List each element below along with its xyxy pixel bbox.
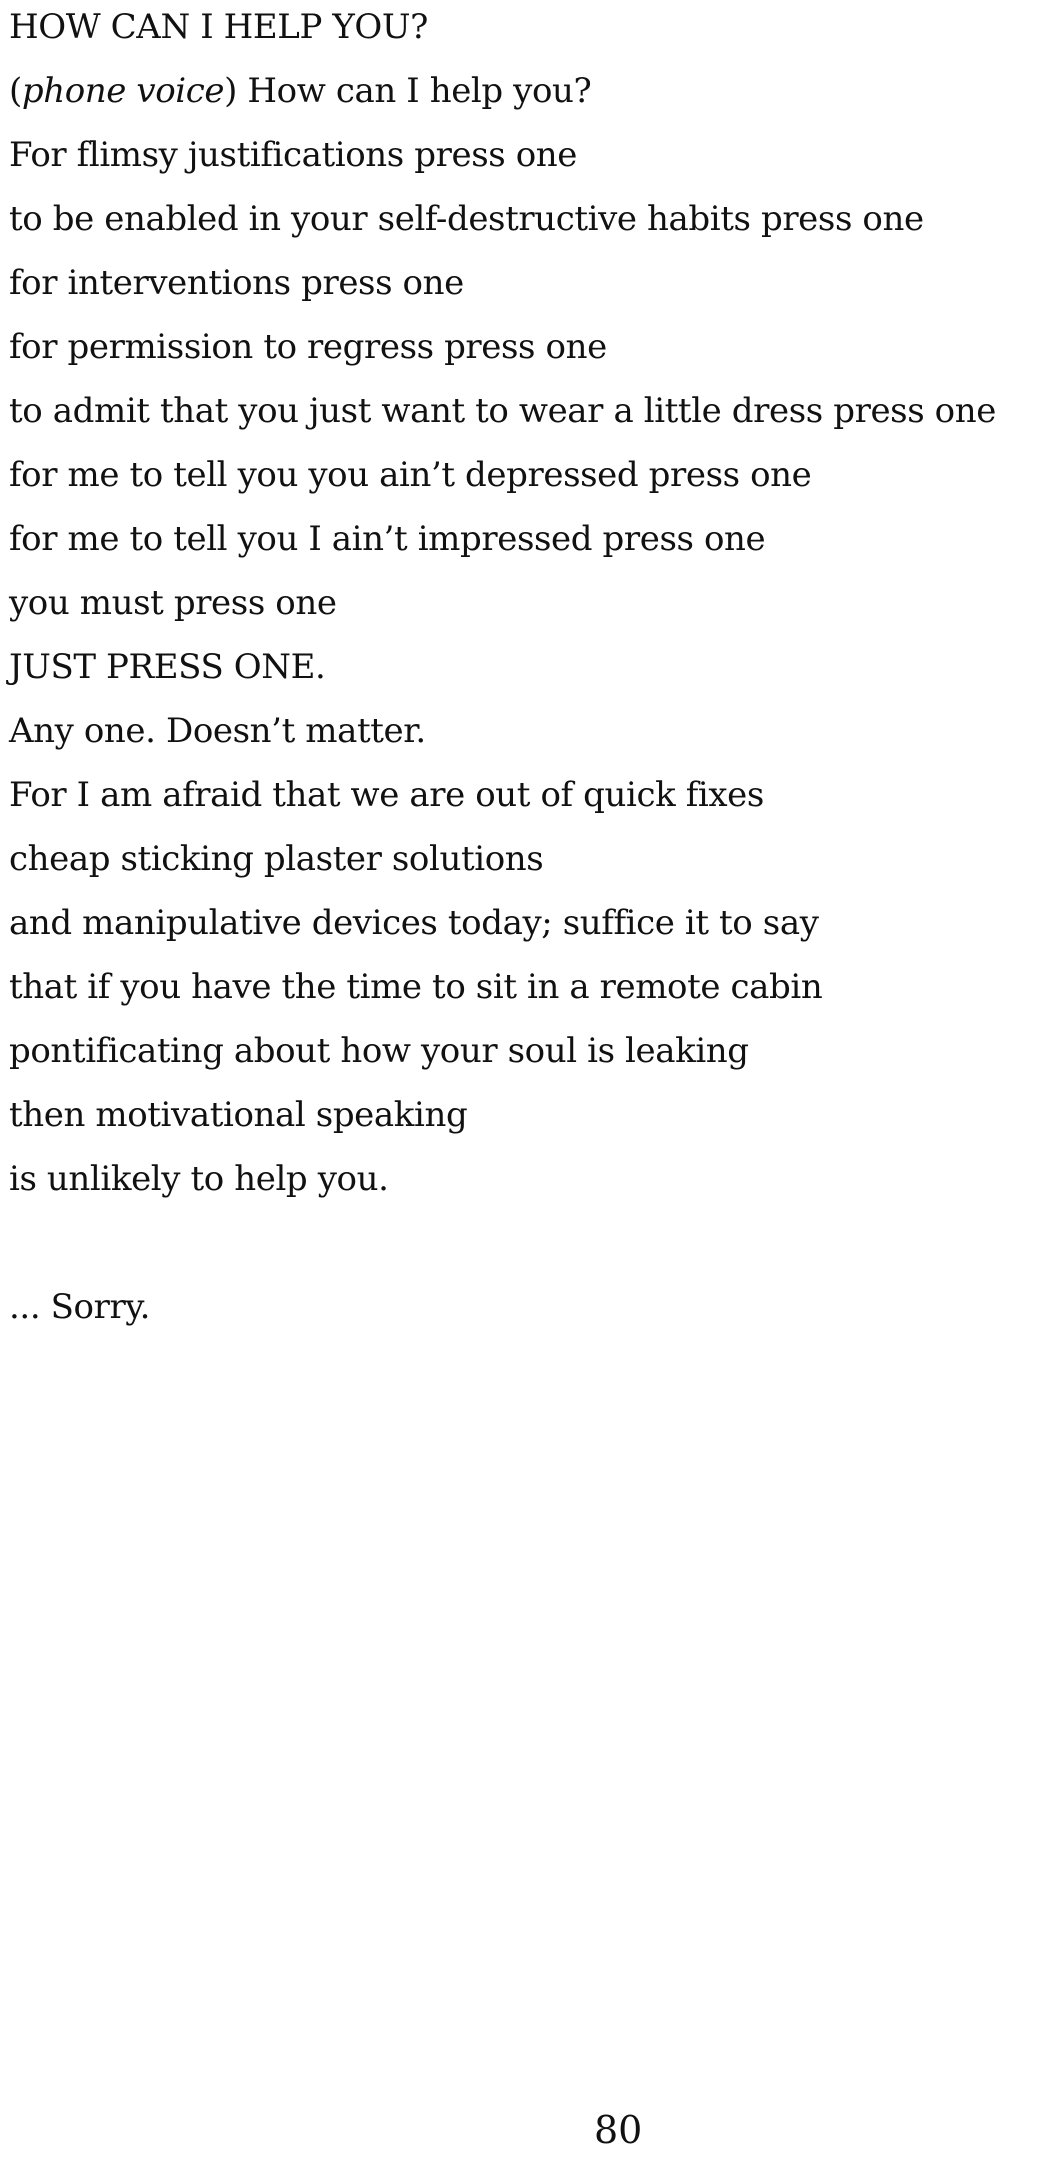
poem-line: JUST PRESS ONE. — [9, 647, 326, 687]
poem-line: you must press one — [9, 583, 337, 623]
poem-line: For flimsy justifications press one — [9, 135, 577, 175]
poem-line: pontificating about how your soul is leaking — [9, 1031, 749, 1071]
poem-line: that if you have the time to sit in a remote cabin — [9, 967, 823, 1007]
poem-closing: ... Sorry. — [9, 1287, 150, 1327]
poem-line: for me to tell you I ain’t impressed press one — [9, 519, 766, 559]
poem-line-2 — [9, 64, 1049, 128]
poem-line: Any one. Doesn’t matter. — [9, 711, 426, 751]
paren-open: ( — [9, 71, 22, 111]
poem-line: then motivational speaking — [9, 1095, 468, 1135]
poem-line: and manipulative devices today; suffice it to say — [9, 903, 819, 943]
poem-line: is unlikely to help you. — [9, 1159, 389, 1199]
poem-line: to admit that you just want to wear a little dress press one — [9, 391, 996, 431]
poem-line: to be enabled in your self-destructive habits press one — [9, 199, 924, 239]
page-number: 80 — [594, 2108, 643, 2152]
stage-direction: phone voice — [21, 71, 225, 111]
line-2-text: ) How can I help you? — [224, 71, 592, 111]
poem-line: for me to tell you you ain’t depressed press one — [9, 455, 812, 495]
poem-line: for interventions press one — [9, 263, 464, 303]
poem-line: For I am afraid that we are out of quick fixes — [9, 775, 764, 815]
stanza-break — [9, 1216, 1049, 1280]
poem-title: HOW CAN I HELP YOU? — [9, 7, 428, 47]
poem-line: for permission to regress press one — [9, 327, 607, 367]
poem — [9, 0, 1049, 1344]
poem-line: cheap sticking plaster solutions — [9, 839, 544, 879]
